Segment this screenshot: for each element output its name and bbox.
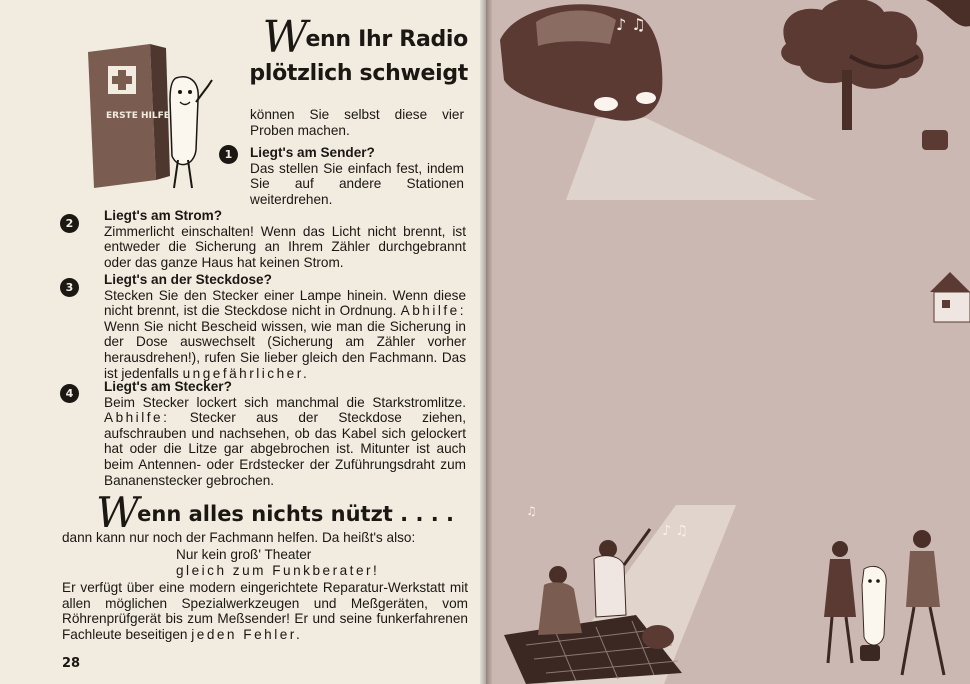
item-number-1: 1: [219, 145, 238, 164]
item-text: [104, 288, 466, 382]
title-line2: plötzlich schweigt: [249, 61, 468, 86]
first-aid-cabinet-icon: [80, 40, 225, 192]
item-text: [104, 395, 466, 489]
section-title-initial: W: [96, 488, 140, 537]
section-title-rest: enn alles nichts nützt . . . .: [137, 502, 454, 526]
check-item-2: [104, 208, 466, 270]
radio-mascot-icon: [170, 77, 212, 188]
title-initial: W: [262, 12, 308, 63]
check-item-4: [104, 379, 466, 488]
check-item-3: [104, 272, 466, 381]
page-title: [248, 12, 468, 89]
check-item-1: [250, 145, 464, 207]
title-line1: enn Ihr Radio: [305, 27, 468, 52]
item-text-b: Stecker aus der Steckdose ziehen, aufschrauben und nachsehen, ob das Kabel sich gelockert hat oder die Litze gar abgebrochen ist. Mitunter ist auch beim Antennen- oder Erdstecker der Zuführungsdraht zum Bananenstecker gebrochen.: [104, 410, 466, 488]
item-text-a: Beim Stecker lockert sich manchmal die Starkstromlitze.: [104, 394, 466, 410]
rhyme-line-2: gleich zum Funkberater!: [176, 562, 380, 578]
item-text: Das stellen Sie einfach fest, indem Sie auf andere Stationen weiterdrehen.: [250, 160, 464, 207]
section-lead: dann kann nur noch der Fachmann helfen. Da heißt's also:: [62, 530, 416, 545]
rhyme-line-1: Nur kein groß' Theater: [176, 547, 312, 562]
item-text-a: Stecken Sie den Stecker einer Lampe hinein. Wenn diese nicht brennt, ist die Steckdose nicht in Ordnung.: [104, 287, 466, 319]
house-icon: [926, 268, 970, 328]
item-number-2: 2: [60, 214, 79, 233]
car-with-headlights-icon: [486, 0, 970, 200]
svg-text:♫: ♫: [526, 505, 537, 518]
final-spaced: jeden Fehler.: [191, 626, 303, 642]
item-number-4: 4: [60, 384, 79, 403]
page-gutter: [480, 0, 492, 684]
right-page: [486, 0, 970, 684]
item-heading: Liegt's am Strom?: [104, 208, 223, 223]
walking-people-icon: [804, 525, 970, 684]
svg-text:♪ ♫: ♪ ♫: [616, 15, 646, 34]
rhyme: [176, 547, 379, 578]
final-text: Er verfügt über eine modern eingerichtete Reparatur-Werkstatt mit allen möglichen Spezialwerkzeugen und Meßgeräten, vom Röhrenprüfgerät bis zum Meßsender! Er und seine funkerfahrenen Fachleute beseitigen: [62, 580, 468, 642]
page-number: 28: [62, 656, 81, 671]
abhilfe-label: Abhilfe:: [400, 303, 467, 319]
svg-text:♪ ♫: ♪ ♫: [662, 523, 688, 539]
item-heading: Liegt's am Stecker?: [104, 379, 232, 394]
item-number-3: 3: [60, 278, 79, 297]
spaced-word: ungefährlicher.: [182, 365, 310, 381]
first-aid-label: ERSTE HILFE: [106, 111, 170, 121]
item-heading: Liegt's am Sender?: [250, 145, 375, 160]
abhilfe-label: Abhilfe:: [104, 410, 170, 426]
item-text: Zimmerlicht einschalten! Wenn das Licht nicht brennt, ist entweder die Sicherung an Ihrem Zähler durchgebrannt oder das ganze Haus hat keinen Strom.: [104, 223, 466, 270]
intro-text: können Sie selbst diese vier Proben machen.: [250, 107, 464, 138]
final-paragraph: [62, 580, 468, 642]
item-text-b: Wenn Sie nicht Bescheid wissen, wie man die Sicherung in der Dose auswechselt (Sicherung am Zähler vorher herausdrehen!), rufen Sie lieber gleich den Fachmann. Das ist jedenfalls: [104, 318, 466, 381]
item-heading: Liegt's an der Steckdose?: [104, 272, 272, 287]
